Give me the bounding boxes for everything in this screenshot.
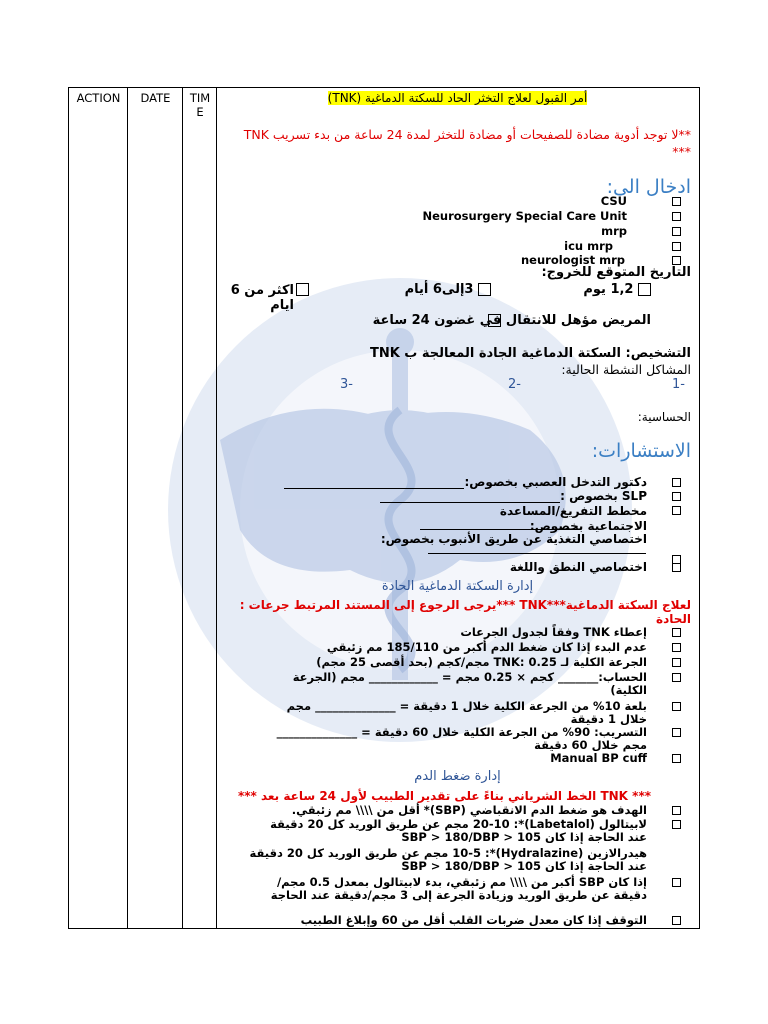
admit-option-neurologist-mrp[interactable]: neurologist mrp [224,254,691,267]
management-item-1[interactable]: إعطاء TNK وفقاً لجدول الجرعات [224,626,691,639]
admit-heading: ادخال الى: [606,176,691,198]
checkbox-icon[interactable] [672,916,681,925]
checkbox-icon[interactable] [672,506,681,515]
consult-speech-language[interactable]: اختصاصي النطق واللغة [224,561,691,574]
time-header: TIM E [189,91,211,119]
checkbox-icon[interactable] [488,314,501,327]
bp-item-3[interactable]: هيدرالازين (Hydralazine)*: 10-5 مجم عن طريق الوريد كل 20 دقيقة عند الحاجة إذا كان SBP > 180/DBP > 105 [249,846,647,873]
checkbox-icon[interactable] [638,283,651,296]
consult-discharge-planner[interactable]: مخطط التفريغ/المساعدة الاجتماعية بخصوص: [224,504,691,534]
admit-option-mrp[interactable]: mrp [224,225,691,238]
diagnosis-label: التشخيص: السكتة الدماغية الجادة المعالجة ب TNK [369,346,691,361]
checkbox-icon[interactable] [672,820,681,829]
order-content: أمر القبول لعلاج التخثر الحاد للسكتة الدماغية (TNK) **لا توجد أدوية مضادة للصفيحات أو مضادة للتخثر لمدة 24 ساعة من بدء تسريب TNK *** ادخال الى: CSU Neurosurgery Special Care Unit mrp icu mrp neurologist mrp التاريخ المتوقع للخروج: 1,2 يوم 3إلى6 أيام اكثر من 6 ايام المريض مؤهل للانتقال في غضون 24 ساعة التشخيص: السكتة الدماغية الجادة المعالجة ب TNK المشاكل النشطة الحالية: -1 -2 -3 الحساسية: الاستشارات: دكتور التدخل العصبي بخصوص: SLP بخصوص : مخطط التفريغ/المساعدة الاجتماعية بخصوص: اختصاصي التغذية عن طريق الأنبوب بخصوص: اختصاصي النطق واللغة إدارة السكتة الدماغية الحادة لعلاج السكتة الدماغية***TNK ***يرجى الرجوع إلى المستند المرتبط جرعات : الحادة إعطاء TNK وفقاً لجدول الجرعات عدم البدء إذا كان ضغط الدم أكبر من 185/110 مم زئبقي الجرعة الكلية لـ TNK: 0.25 مجم/كجم (بحد أقصى 25 مجم) الحساب:_______ كجم × 0.25 مجم = ____________ مجم (الجرعة الكلية) بلعة 10% من الجرعة الكلية خلال 1 دقيقة = ______________ مجم خلال 1 دقيقة التسريب: 90% من الجرعة الكلية خلال 60 دقيقة = ______________ مجم خلال 60 دقيقة Manual BP cuff إدارة ضغط الدم *** TNK الخط الشرياني بناءً على تقدير الطبيب لأول 24 ساعة بعد *** الهدف هو ضغط الدم الانقباضي (SBP)* أقل من \\\\ مم زئبقي. لابيتالول (Labetalol)*: 20-10 مجم عن طريق الوريد كل 20 دقيقة عند الحاجة إذا كان SBP > 180/DBP > 105 هيدرالازين (Hydralazine)*: 10-5 مجم عن طريق الوريد كل 20 دقيقة عند الحاجة إذا كان SBP > 180/DBP > 105 إذا كان SBP أكبر من \\\\ مم زئبقي، بدء لابيتالول بمعدل 0.5 مجم/دقيقة عن طريق الوريد وزيادة الجرعة إلى 3 مجم/دقيقة عند الحاجة التوقف إذا كان معدل ضربات القلب أقل من 60 وإبلاغ الطبيب [218,88,699,928]
bp-heading: إدارة ضغط الدم [414,769,501,784]
checkbox-icon[interactable] [672,563,681,572]
admit-option-icu-mrp[interactable]: icu mrp [224,240,691,253]
checkbox-icon[interactable] [672,212,681,221]
checkbox-icon[interactable] [672,806,681,815]
checkbox-icon[interactable] [296,283,309,296]
order-table [68,87,700,929]
management-item-7[interactable]: Manual BP cuff [224,752,691,765]
checkbox-icon[interactable] [672,754,681,763]
checkbox-icon[interactable] [672,673,681,682]
management-item-6[interactable]: التسريب: 90% من الجرعة الكلية خلال 60 دقيقة = ______________ مجم خلال 60 دقيقة [224,726,691,752]
time-column [183,88,217,928]
checkbox-icon[interactable] [478,283,491,296]
admit-option-csu[interactable]: CSU [224,195,691,208]
transfer-eligibility[interactable]: المريض مؤهل للانتقال في غضون 24 ساعة [372,313,651,328]
checkbox-icon[interactable] [672,728,681,737]
management-item-5[interactable]: بلعة 10% من الجرعة الكلية خلال 1 دقيقة = ______________ مجم خلال 1 دقيقة [224,700,691,726]
checkbox-icon[interactable] [672,478,681,487]
form-title: أمر القبول لعلاج التخثر الحاد للسكتة الدماغية (TNK) [327,91,588,105]
checkbox-icon[interactable] [672,197,681,206]
bp-item-2[interactable]: لابيتالول (Labetalol)*: 20-10 مجم عن طريق الوريد كل 20 دقيقة عند الحاجة إذا كان SBP > 180/DBP > 105 [224,818,691,844]
bp-item-4[interactable]: إذا كان SBP أكبر من \\\\ مم زئبقي، بدء لابيتالول بمعدل 0.5 مجم/دقيقة عن طريق الوريد وزيادة الجرعة إلى 3 مجم/دقيقة عند الحاجة [224,876,691,902]
consults-heading: الاستشارات: [591,440,691,462]
consult-tube-feeding[interactable]: اختصاصي التغذية عن طريق الأنبوب بخصوص: [224,533,691,546]
bp-item-5[interactable]: التوقف إذا كان معدل ضربات القلب أقل من 60 وإبلاغ الطبيب [224,914,691,927]
checkbox-icon[interactable] [672,242,681,251]
bp-note: *** TNK الخط الشرياني بناءً على تقدير الطبيب لأول 24 ساعة بعد *** [237,789,651,803]
discharge-1-2-days[interactable]: 1,2 يوم [583,283,651,297]
date-header: DATE [140,91,171,105]
management-heading: إدارة السكتة الدماغية الحادة [381,579,534,594]
discharge-over-6-days[interactable]: اكثر من 6 ايام [230,283,294,313]
action-header: ACTION [76,91,121,105]
checkbox-icon[interactable] [672,658,681,667]
management-item-2[interactable]: عدم البدء إذا كان ضغط الدم أكبر من 185/110 مم زئبقي [224,641,691,654]
checkbox-icon[interactable] [672,878,681,887]
management-item-4[interactable]: الحساب:_______ كجم × 0.25 مجم = ____________ مجم (الجرعة الكلية) [224,671,691,697]
action-column [69,88,128,928]
management-note: لعلاج السكتة الدماغية***TNK ***يرجى الرجوع إلى المستند المرتبط جرعات : الحادة [239,598,691,626]
bp-item-1[interactable]: الهدف هو ضغط الدم الانقباضي (SBP)* أقل من \\\\ مم زئبقي. [224,804,691,817]
consult-neuro-intervention[interactable]: دكتور التدخل العصبي بخصوص: [224,476,691,489]
checkbox-icon[interactable] [672,227,681,236]
warning-note: **لا توجد أدوية مضادة للصفيحات أو مضادة للتخثر لمدة 24 ساعة من بدء تسريب TNK *** [243,127,691,159]
allergy-label: الحساسية: [637,410,691,424]
checkbox-icon[interactable] [672,628,681,637]
discharge-heading: التاريخ المتوقع للخروج: [541,265,691,280]
checkbox-icon[interactable] [672,492,681,501]
management-item-3[interactable]: الجرعة الكلية لـ TNK: 0.25 مجم/كجم (بحد أقصى 25 مجم) [224,656,691,669]
consult-slp[interactable]: SLP بخصوص : [224,490,691,503]
checkbox-icon[interactable] [672,702,681,711]
discharge-3-6-days[interactable]: 3إلى6 أيام [405,283,491,297]
checkbox-icon[interactable] [672,256,681,265]
checkbox-icon[interactable] [672,643,681,652]
active-problems-label: المشاكل النشطة الحالية: [561,362,691,377]
date-column [128,88,183,928]
admit-option-nscu[interactable]: Neurosurgery Special Care Unit [224,210,691,223]
